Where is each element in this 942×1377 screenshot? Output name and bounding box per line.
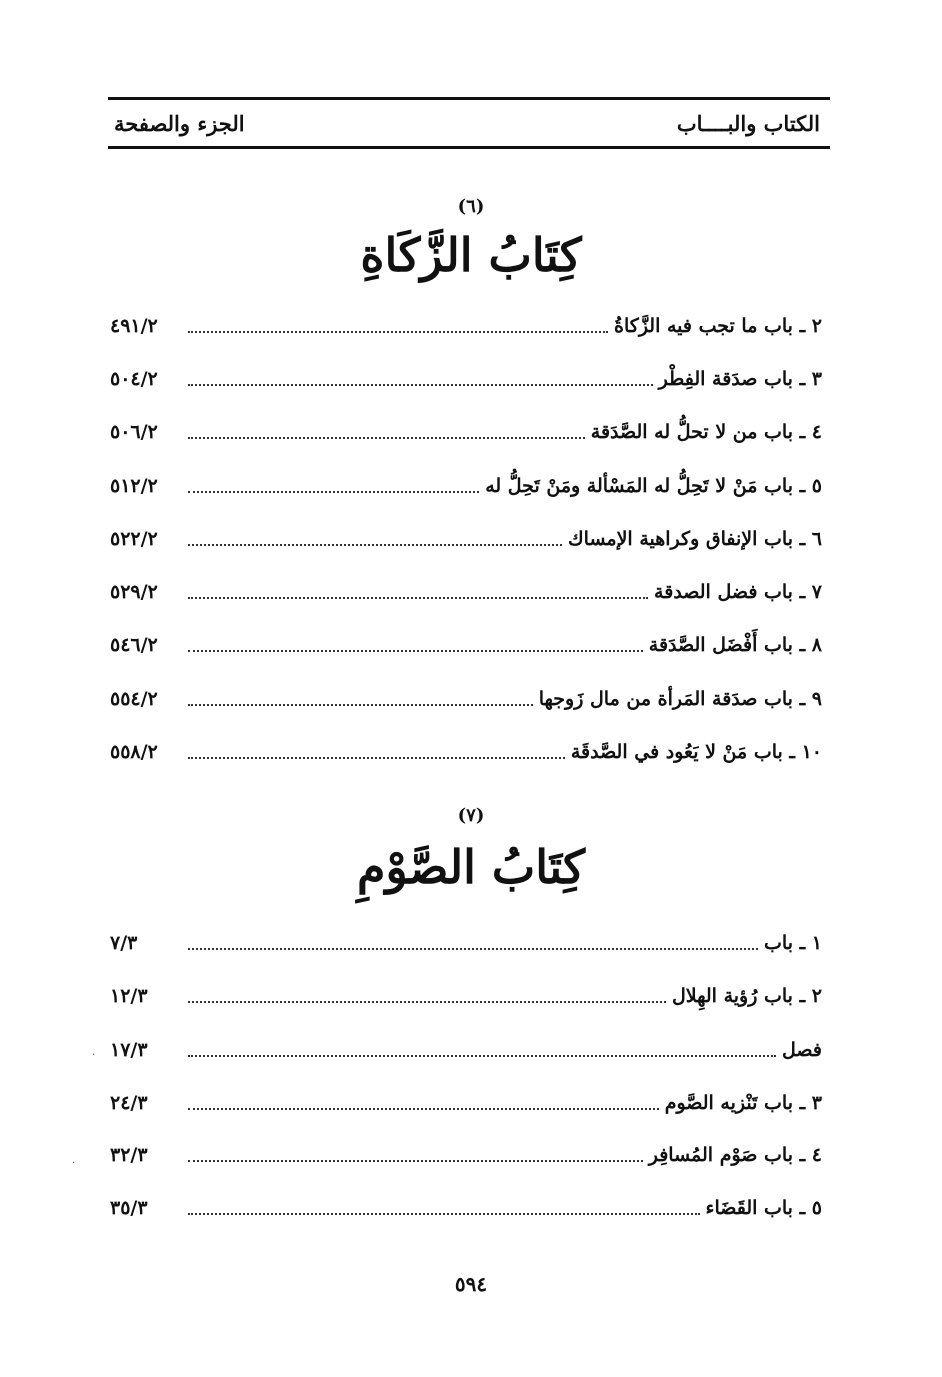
page-number: ٥٩٤ [454, 1272, 488, 1296]
toc-entry[interactable] [110, 574, 822, 606]
toc-entry[interactable] [110, 308, 822, 340]
toc-entry-page: ٥٢٢/٢ [110, 528, 158, 550]
toc-entry-title: ٩ ـ باب صدَقة المَرأة من مال زَوجها [538, 688, 822, 710]
dot-leader [188, 330, 608, 333]
toc-entry-title: ١ ـ باب [764, 932, 822, 954]
header-book-chapter-label: الكتاب والبــــاب [676, 111, 820, 136]
dot-leader [188, 596, 648, 599]
toc-entry[interactable] [110, 1190, 822, 1222]
toc-entry-page: ٥٠٦/٢ [110, 421, 158, 443]
scan-speck: · [92, 1050, 96, 1061]
toc-entry[interactable] [110, 1085, 822, 1117]
toc-entry[interactable] [110, 468, 822, 500]
toc-entry-page: ١٧/٣ [110, 1039, 148, 1061]
toc-entry-page: ٤٩١/٢ [110, 315, 158, 337]
dot-leader [188, 543, 562, 546]
dot-leader [188, 383, 653, 386]
toc-entry[interactable] [110, 1032, 822, 1064]
toc-entry[interactable] [110, 978, 822, 1010]
toc-entry-page: ٥١٢/٢ [110, 475, 158, 497]
dot-leader [188, 436, 585, 439]
toc-entry-page: ٣٥/٣ [110, 1197, 148, 1219]
toc-entry-title: ١٠ ـ باب مَنْ لا يَعُود في الصَّدقَة [570, 741, 822, 763]
dot-leader [188, 1054, 776, 1057]
toc-entry-title: ٧ ـ باب فضل الصدقة [654, 581, 822, 603]
book-number: (٦) [457, 196, 485, 217]
toc-entry-page: ٥٥٤/٢ [110, 688, 158, 710]
toc-entry-page: ٥٤٦/٢ [110, 634, 158, 656]
toc-entry-page: ٧/٣ [110, 932, 138, 954]
toc-entry-page: ٣٢/٣ [110, 1144, 148, 1166]
toc-entry-title: ٢ ـ باب رُؤية الهِلال [671, 985, 822, 1007]
dot-leader [188, 1212, 700, 1215]
toc-entry[interactable] [110, 361, 822, 393]
running-header [108, 97, 830, 149]
toc-entry-page: ٥٥٨/٢ [110, 741, 158, 763]
dot-leader [188, 1107, 659, 1110]
scan-speck: · [72, 1158, 76, 1169]
dot-leader [188, 1159, 643, 1162]
toc-entry-page: ٢٤/٣ [110, 1092, 148, 1114]
header-volume-page-label: الجزء والصفحة [114, 111, 245, 136]
toc-entry-title: ٣ ـ باب صدَقة الفِطْر [658, 368, 822, 390]
toc-entry-page: ٥٢٩/٢ [110, 581, 158, 603]
toc-entry-title: ٦ ـ باب الإنفاق وكراهية الإمساك [568, 528, 822, 550]
toc-entry[interactable] [110, 414, 822, 446]
toc-entry[interactable] [110, 627, 822, 659]
toc-entry[interactable] [110, 1137, 822, 1169]
dot-leader [188, 703, 533, 706]
toc-entry-title: ٤ ـ باب صَوْم المُسافِر [648, 1144, 822, 1166]
book-number: (٧) [457, 805, 485, 826]
toc-entry-title: فصل [782, 1039, 822, 1061]
dot-leader [188, 756, 565, 759]
dot-leader [188, 1000, 666, 1003]
dot-leader [188, 947, 758, 950]
book-title-calligraphy: كِتَابُ الزَّكَاةِ [360, 228, 582, 282]
book-title-calligraphy: كِتَابُ الصَّوْمِ [356, 840, 586, 894]
toc-entry[interactable] [110, 925, 822, 957]
toc-entry-page: ٥٠٤/٢ [110, 368, 158, 390]
toc-entry-title: ٤ ـ باب من لا تحلُّ له الصَّدَقة [590, 421, 822, 443]
toc-entry-title: ٢ ـ باب ما تجب فيه الزَّكاةُ [614, 315, 822, 337]
toc-entry-title: ٣ ـ باب تَنْزيه الصَّوم [664, 1092, 822, 1114]
dot-leader [188, 490, 479, 493]
dot-leader [188, 649, 643, 652]
toc-entry-title: ٨ ـ باب أَفْضَل الصَّدَقة [648, 634, 822, 656]
toc-entry-title: ٥ ـ باب القَضَاء [705, 1197, 822, 1219]
toc-entry[interactable] [110, 681, 822, 713]
toc-entry[interactable] [110, 521, 822, 553]
toc-entry-page: ١٢/٣ [110, 985, 148, 1007]
toc-entry-title: ٥ ـ باب مَنْ لا تَحِلُّ له المَسْألة ومَنْ تَحِلُّ له [485, 475, 822, 497]
toc-entry[interactable] [110, 734, 822, 766]
